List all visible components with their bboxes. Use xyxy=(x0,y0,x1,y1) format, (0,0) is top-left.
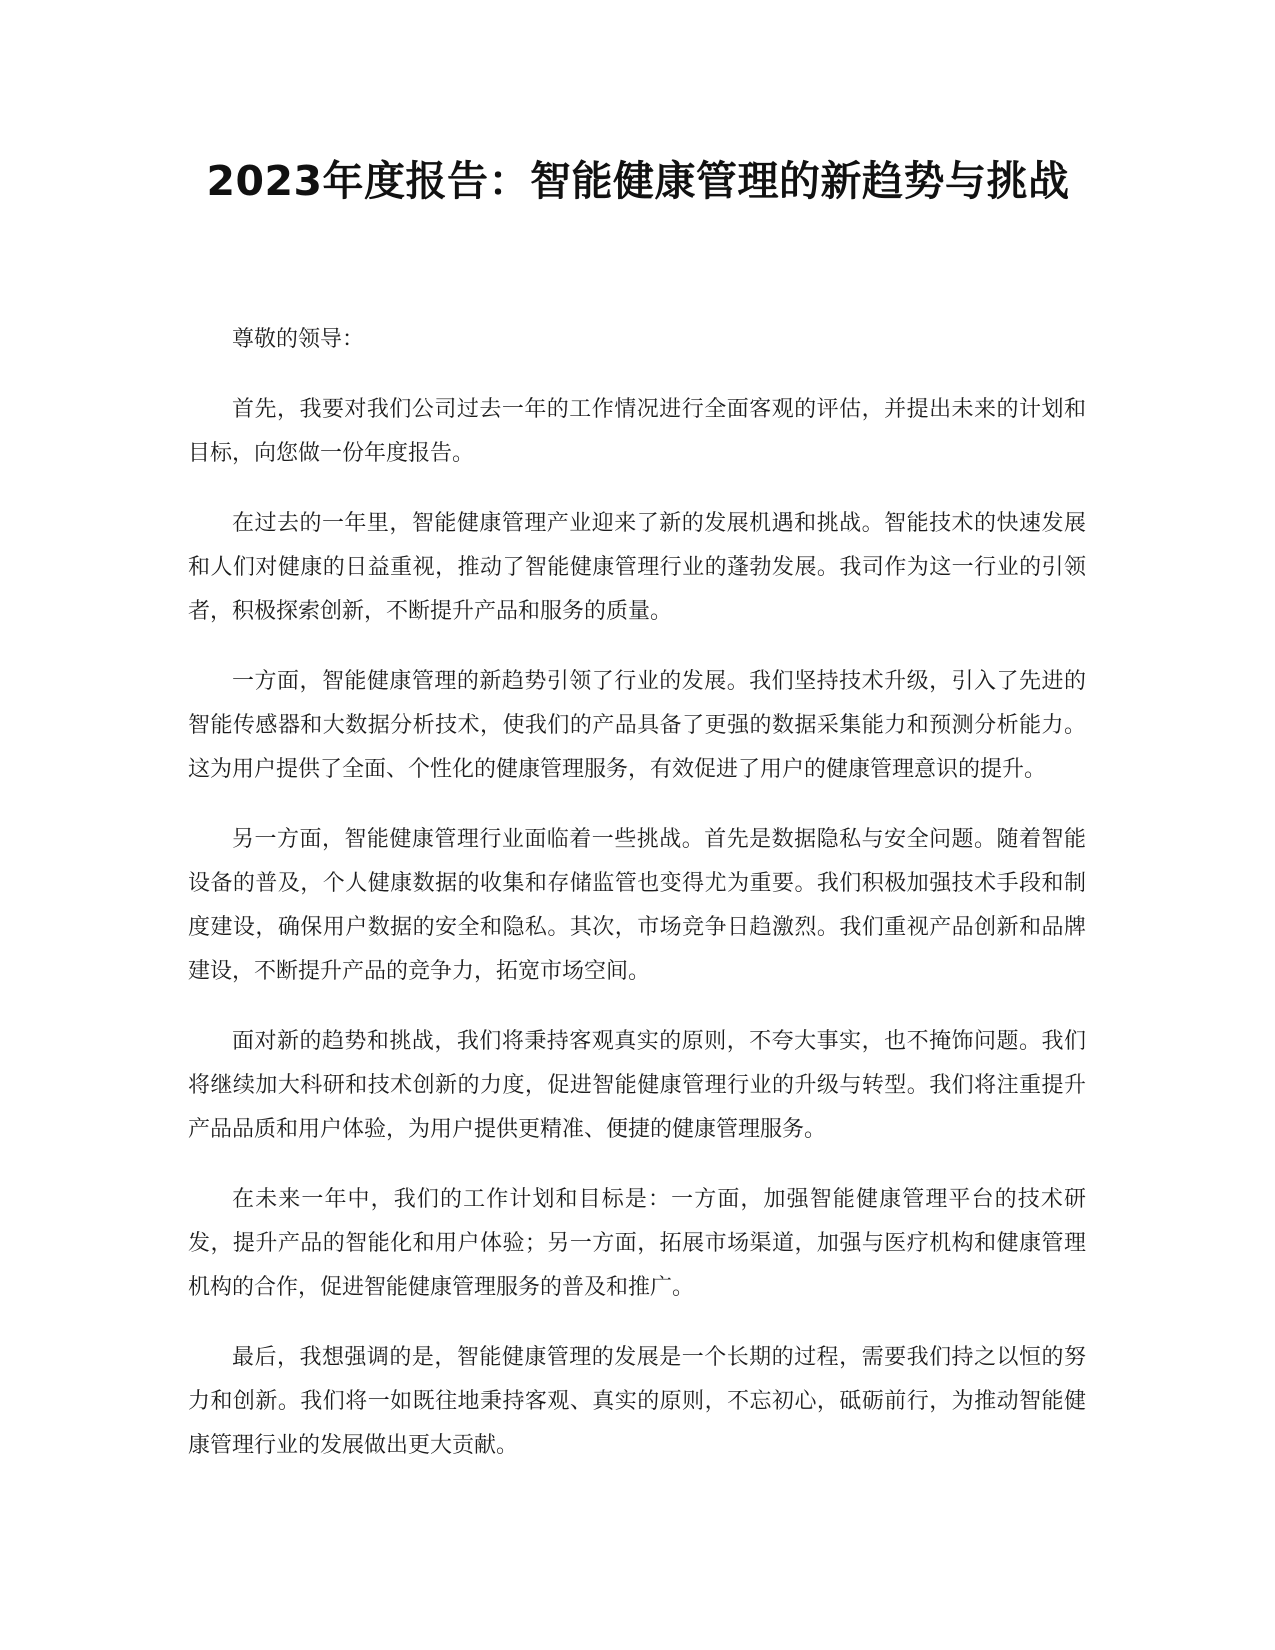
paragraph-challenges: 另一方面，智能健康管理行业面临着一些挑战。首先是数据隐私与安全问题。随着智能设备的普及，个人健康数据的收集和存储监管也变得尤为重要。我们积极加强技术手段和制度建设，确保用户数据的安全和隐私。其次，市场竞争日趋激烈。我们重视产品创新和品牌建设，不断提升产品的竞争力，拓宽市场空间。 xyxy=(188,827,1086,984)
paragraph-past-year: 在过去的一年里，智能健康管理产业迎来了新的发展机遇和挑战。智能技术的快速发展和人们对健康的日益重视，推动了智能健康管理行业的蓬勃发展。我司作为这一行业的引领者，积极探索创新，不断提升产品和服务的质量。 xyxy=(188,511,1086,624)
paragraph-plans-goals: 在未来一年中，我们的工作计划和目标是：一方面，加强智能健康管理平台的技术研发，提升产品的智能化和用户体验；另一方面，拓展市场渠道，加强与医疗机构和健康管理机构的合作，促进智能健康管理服务的普及和推广。 xyxy=(188,1187,1086,1300)
document-title: 2023年度报告：智能健康管理的新趋势与挑战 xyxy=(206,157,1070,205)
paragraph-response: 面对新的趋势和挑战，我们将秉持客观真实的原则，不夸大事实，也不掩饰问题。我们将继续加大科研和技术创新的力度，促进智能健康管理行业的升级与转型。我们将注重提升产品品质和用户体验，为用户提供更精准、便捷的健康管理服务。 xyxy=(188,1029,1086,1142)
paragraph-conclusion: 最后，我想强调的是，智能健康管理的发展是一个长期的过程，需要我们持之以恒的努力和创新。我们将一如既往地秉持客观、真实的原则，不忘初心，砥砺前行，为推动智能健康管理行业的发展做出更大贡献。 xyxy=(188,1345,1086,1458)
document-body xyxy=(188,318,1086,1494)
paragraph-new-trends: 一方面，智能健康管理的新趋势引领了行业的发展。我们坚持技术升级，引入了先进的智能传感器和大数据分析技术，使我们的产品具备了更强的数据采集能力和预测分析能力。这为用户提供了全面、个性化的健康管理服务，有效促进了用户的健康管理意识的提升。 xyxy=(188,669,1086,782)
salutation: 尊敬的领导： xyxy=(232,327,365,352)
paragraph-introduction: 首先，我要对我们公司过去一年的工作情况进行全面客观的评估，并提出未来的计划和目标，向您做一份年度报告。 xyxy=(188,397,1086,466)
